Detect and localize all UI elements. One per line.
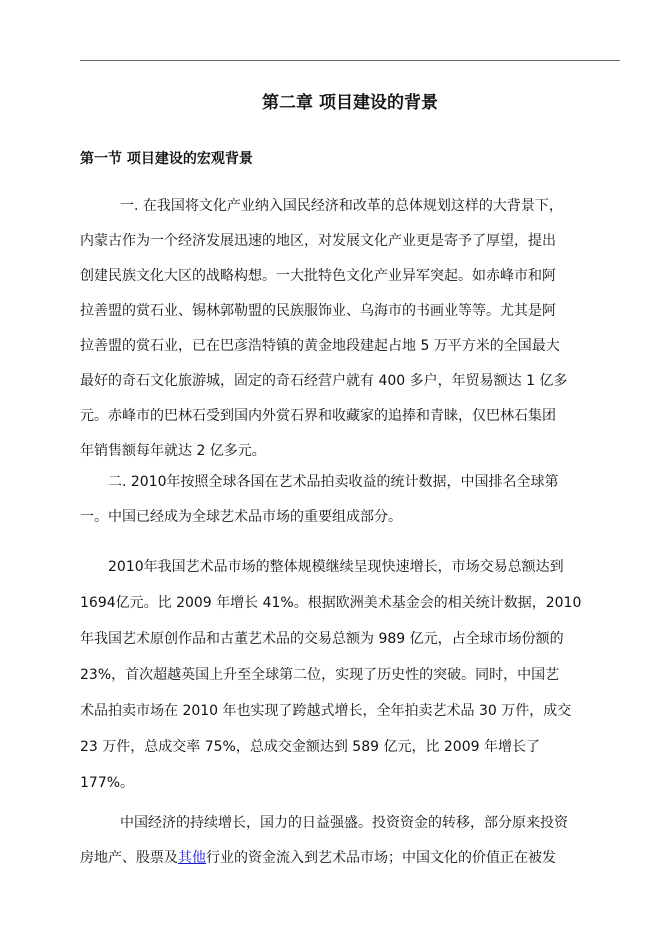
paragraph-line: 最好的奇石文化旅游城，固定的奇石经营户就有 400 多户，年贸易额达 1 亿多 <box>80 373 568 389</box>
paragraph-line: 二. 2010年按照全球各国在艺术品拍卖收益的统计数据，中国排名全球第 <box>108 474 559 490</box>
paragraph-1 <box>80 189 620 469</box>
paragraph-line: 2010年我国艺术品市场的整体规模继续呈现快速增长，市场交易总额达到 <box>108 559 564 575</box>
paragraph-3 <box>80 549 620 801</box>
paragraph-line: 内蒙古作为一个经济发展迅速的地区，对发展文化产业更是寄予了厚望，提出 <box>80 233 556 249</box>
paragraph-line: 年销售额每年就达 2 亿多元。 <box>80 443 266 459</box>
paragraph-text: 房地产、股票及 <box>80 850 178 866</box>
paragraph-line: 拉善盟的赏石业、锡林郭勒盟的民族服饰业、乌海市的书画业等等。尤其是阿 <box>80 303 556 319</box>
header-rule <box>80 60 620 61</box>
paragraph-line: 年我国艺术原创作品和古董艺术品的交易总额为 989 亿元，占全球市场份额的 <box>80 631 564 647</box>
other-industries-link[interactable]: 其他 <box>178 850 206 866</box>
paragraph-line: 23%，首次超越英国上升至全球第二位，实现了历史性的突破。同时，中国艺 <box>80 667 560 683</box>
paragraph-line: 177%。 <box>80 775 135 791</box>
paragraph-line: 23 万件，总成交率 75%，总成交金额达到 589 亿元，比 2009 年增长了 <box>80 739 540 755</box>
paragraph-line: 1694亿元。比 2009 年增长 41%。根据欧洲美术基金会的相关统计数据，2010 <box>80 595 582 611</box>
paragraph-line: 创建民族文化大区的战略构想。一大批特色文化产业异军突起。如赤峰市和阿 <box>80 268 556 284</box>
paragraph-text: 行业的资金流入到艺术品市场；中国文化的价值正在被发 <box>206 850 556 866</box>
chapter-title: 第二章 项目建设的背景 <box>262 93 438 113</box>
paragraph-line <box>80 841 620 876</box>
paragraph-line: 一。中国已经成为全球艺术品市场的重要组成部分。 <box>80 509 402 525</box>
paragraph-line: 中国经济的持续增长，国力的日益强盛。投资资金的转移，部分原来投资 <box>120 815 568 831</box>
section-title: 第一节 项目建设的宏观背景 <box>80 151 253 167</box>
paragraph-line: 术品拍卖市场在 2010 年也实现了跨越式增长，全年拍卖艺术品 30 万件，成交 <box>80 703 572 719</box>
paragraph-line: 拉善盟的赏石业，已在巴彦浩特镇的黄金地段建起占地 5 万平方米的全国最大 <box>80 338 560 354</box>
paragraph-line: 一. 在我国将文化产业纳入国民经济和改革的总体规划这样的大背景下， <box>120 198 563 214</box>
paragraph-2 <box>80 465 620 535</box>
paragraph-4 <box>80 806 620 876</box>
paragraph-line: 元。赤峰市的巴林石受到国内外赏石界和收藏家的追捧和青睐，仅巴林石集团 <box>80 408 556 424</box>
